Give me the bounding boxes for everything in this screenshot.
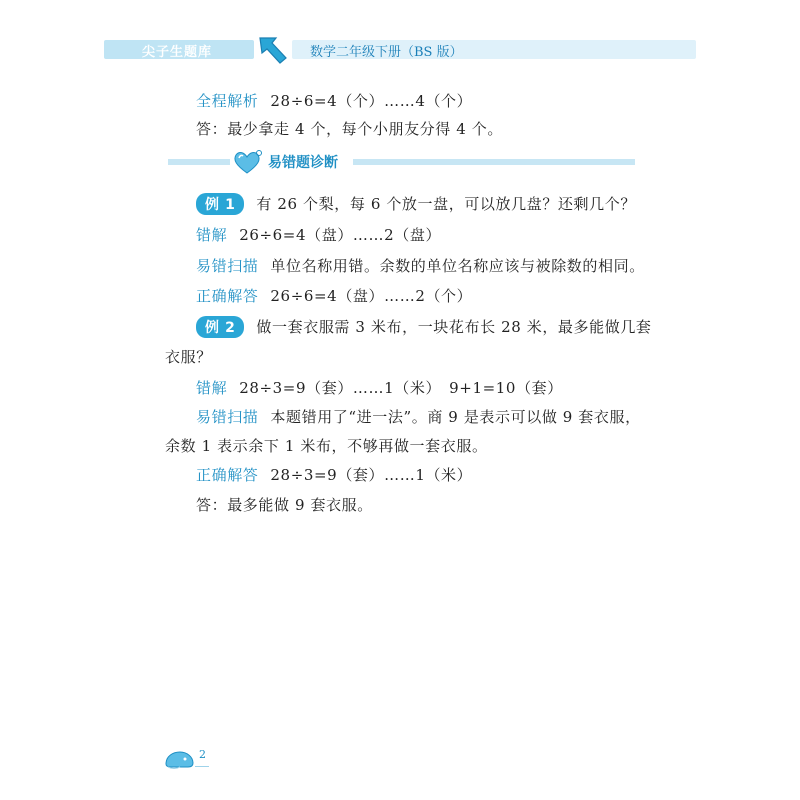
example2-scan-label: 易错扫描 — [196, 408, 259, 426]
example2-question-line2: 衣服？ — [165, 348, 212, 366]
section-divider-right — [353, 159, 635, 165]
example2-correct-line — [196, 464, 472, 485]
example2-badge: 例 2 — [196, 316, 244, 338]
example1-scan-label: 易错扫描 — [196, 257, 259, 275]
heart-icon — [230, 148, 264, 176]
whale-icon — [163, 748, 197, 770]
page-number: 2 — [199, 748, 206, 761]
example2-wrong-line — [196, 377, 563, 398]
solution-line — [196, 90, 472, 111]
example2-wrong: 28÷3=9（套）……1（米） 9+1=10（套） — [239, 379, 563, 397]
section-title: 易错题诊断 — [268, 155, 338, 171]
example1-question: 有 26 个梨，每 6 个放一盘，可以放几盘？还剩几个？ — [256, 195, 636, 213]
solution-text: 28÷6=4（个）……4（个） — [270, 92, 473, 110]
example2-wrong-label: 错解 — [196, 379, 228, 397]
example1-scan-line — [196, 255, 645, 276]
example2-question-line — [196, 316, 652, 338]
example1-badge: 例 1 — [196, 193, 244, 215]
example1-wrong: 26÷6=4（盘）……2（盘） — [239, 226, 442, 244]
solution-label: 全程解析 — [196, 92, 259, 110]
example1-scan: 单位名称用错。余数的单位名称应该与被除数的相同。 — [270, 257, 645, 275]
example1-correct: 26÷6=4（盘）……2（个） — [270, 287, 473, 305]
example1-question-line — [196, 193, 636, 215]
footer-rule — [195, 766, 209, 767]
example1-wrong-label: 错解 — [196, 226, 228, 244]
book-title: 数学二年级下册（BS 版） — [310, 45, 463, 60]
book-series-title: 尖子生题库 — [142, 45, 213, 60]
example2-question: 做一套衣服需 3 米布，一块花布长 28 米，最多能做几套 — [256, 318, 652, 336]
example1-wrong-line — [196, 224, 441, 245]
example2-scan-line2: 余数 1 表示余下 1 米布，不够再做一套衣服。 — [165, 437, 488, 455]
example2-answer: 答：最多能做 9 套衣服。 — [196, 496, 373, 514]
example1-correct-label: 正确解答 — [196, 287, 259, 305]
example2-scan: 本题错用了“进一法”。商 9 是表示可以做 9 套衣服， — [270, 408, 641, 426]
arrow-up-icon — [254, 34, 290, 66]
solution-answer: 答：最少拿走 4 个，每个小朋友分得 4 个。 — [196, 120, 503, 138]
section-divider-left — [168, 159, 230, 165]
example2-scan-line — [196, 406, 641, 427]
example1-correct-line — [196, 285, 472, 306]
example2-correct-label: 正确解答 — [196, 466, 259, 484]
example2-correct: 28÷3=9（套）……1（米） — [270, 466, 473, 484]
